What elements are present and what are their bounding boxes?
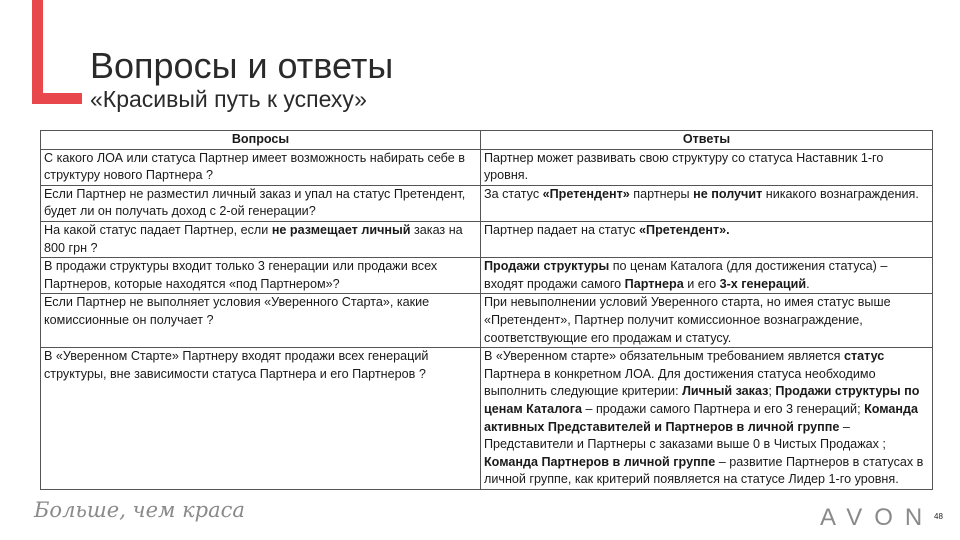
question-cell xyxy=(41,149,481,185)
answer-cell xyxy=(481,221,933,257)
answer-cell xyxy=(481,149,933,185)
qa-row xyxy=(41,294,933,348)
question-cell xyxy=(41,348,481,490)
text-segment: никакого вознаграждения. xyxy=(762,186,919,201)
text-segment: по ценам Каталога (для достижения статуса) – входят продажи самого xyxy=(484,259,888,291)
page-title: Вопросы и ответы xyxy=(90,45,394,86)
text-segment: Партнер падает на статус xyxy=(484,222,640,237)
qa-table-header-row xyxy=(41,131,933,150)
answers-column-header: Ответы xyxy=(481,131,933,150)
text-segment: и его xyxy=(683,276,720,291)
bold-text-segment: не размещает личный xyxy=(271,222,411,237)
bold-text-segment: Команда активных Представителей и Партнеров в личной группе xyxy=(484,401,919,434)
text-segment: – продажи самого Партнера и его 3 генераций; xyxy=(581,401,865,416)
question-cell xyxy=(41,294,481,348)
question-cell xyxy=(41,258,481,294)
qa-table-body xyxy=(41,149,933,489)
question-cell xyxy=(41,185,481,221)
text-segment: заказ на 800 грн ? xyxy=(44,222,463,255)
answer-cell xyxy=(481,258,933,294)
questions-column-header: Вопросы xyxy=(41,131,481,150)
qa-row xyxy=(41,221,933,257)
bold-text-segment: Личный заказ xyxy=(682,384,769,399)
text-segment: – Представители и Партнеры с заказами выше 0 в Чистых Продажах ; xyxy=(484,419,886,452)
bold-text-segment: Продажи структуры по ценам Каталога xyxy=(484,384,920,416)
text-segment: Если Партнер не разместил личный заказ и упал на статус Претендент, будет ли он получать доход с 2-ой генерации? xyxy=(44,186,466,219)
qa-row xyxy=(41,258,933,294)
bold-text-segment: не получит xyxy=(693,186,763,201)
text-segment: В «Уверенном старте» обязательным требованием является xyxy=(484,349,844,364)
avon-logo: AVON xyxy=(820,504,935,531)
text-segment: Если Партнер не выполняет условия «Уверенного Старта», какие комиссионные он получает ? xyxy=(44,295,430,327)
corner-bracket-horizontal xyxy=(32,93,82,104)
corner-bracket-vertical xyxy=(32,0,43,104)
text-segment: В «Уверенном Старте» Партнеру входят продажи всех генераций структуры, вне зависимости статуса Партнера и его Партнеров ? xyxy=(44,349,429,381)
answer-cell xyxy=(481,294,933,348)
page-subtitle: «Красивый путь к успеху» xyxy=(90,86,367,112)
page-number: 48 xyxy=(934,512,943,521)
text-segment: партнеры xyxy=(629,186,694,201)
text-segment: ; xyxy=(768,384,776,399)
text-segment: Партнер может развивать свою структуру со статуса Наставник 1-го уровня. xyxy=(484,150,884,183)
signature-script: Больше, чем краса xyxy=(34,498,245,522)
bold-text-segment: Партнера xyxy=(624,276,684,291)
text-segment: В продажи структуры входит только 3 генерации или продажи всех Партнеров, которые находятся «под Партнером»? xyxy=(44,259,438,291)
bold-text-segment: «Претендент». xyxy=(639,222,730,237)
text-segment: На какой статус падает Партнер, если xyxy=(44,222,272,237)
text-segment: С какого ЛОА или статуса Партнер имеет возможность набирать себе в структуру нового Партнера ? xyxy=(44,150,465,183)
answer-cell xyxy=(481,348,933,490)
bold-text-segment: статус xyxy=(843,349,885,364)
text-segment: За статус xyxy=(484,186,543,201)
question-cell xyxy=(41,221,481,257)
qa-table xyxy=(40,130,933,490)
text-segment: Партнера в конкретном ЛОА. Для достижения статуса необходимо выполнить следующие критерии: xyxy=(484,366,876,399)
qa-row xyxy=(41,149,933,185)
qa-row xyxy=(41,348,933,490)
qa-row xyxy=(41,185,933,221)
bold-text-segment: Продажи структуры xyxy=(484,259,610,274)
bold-text-segment: 3-х генераций xyxy=(719,276,807,291)
answer-cell xyxy=(481,185,933,221)
text-segment: – развитие Партнеров в статусах в личной группе, как критерий появляется на статусе Лидер 1-го уровня. xyxy=(484,454,924,487)
bold-text-segment: «Претендент» xyxy=(542,186,630,201)
text-segment: При невыполнении условий Уверенного старта, но имея статус выше «Претендент», Партнер получит комиссионное вознаграждение, соответствующие его продажам и статусу. xyxy=(484,295,891,345)
corner-bracket-decoration xyxy=(32,0,82,104)
bold-text-segment: Команда Партнеров в личной группе xyxy=(484,454,716,469)
text-segment: . xyxy=(806,276,810,291)
